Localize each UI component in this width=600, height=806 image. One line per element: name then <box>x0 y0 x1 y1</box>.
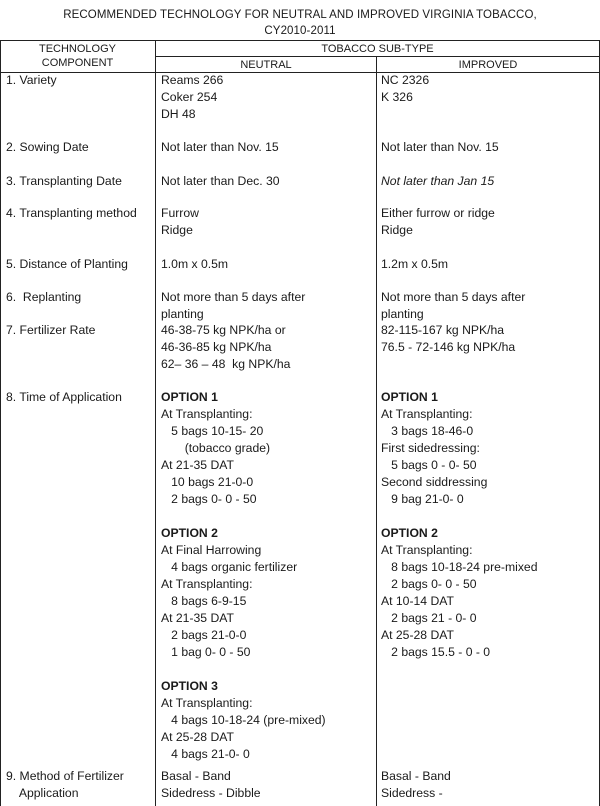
column-divider-2 <box>376 56 377 806</box>
improved-cell-line: At 10-14 DAT <box>381 594 454 608</box>
neutral-cell-line: 2 bags 0- 0 - 50 <box>161 492 257 506</box>
improved-cell-line: 2 bags 15.5 - 0 - 0 <box>381 645 491 659</box>
improved-cell-line: Basal - Band <box>381 769 451 783</box>
header-bottom-border <box>0 72 600 73</box>
neutral-cell-line: Not more than 5 days after <box>161 290 306 304</box>
improved-cell-line: 82-115-167 kg NPK/ha <box>381 323 505 337</box>
header-improved: IMPROVED <box>458 59 518 71</box>
neutral-cell-line: Coker 254 <box>161 90 218 104</box>
header-neutral: NEUTRAL <box>240 59 292 71</box>
improved-cell-line: K 326 <box>381 90 413 104</box>
neutral-cell-line: 62– 36 – 48 kg NPK/ha <box>161 357 291 371</box>
neutral-cell-line: At Transplanting: <box>161 407 253 421</box>
improved-cell-line: OPTION 1 <box>381 390 438 404</box>
neutral-cell-line: At 21-35 DAT <box>161 458 234 472</box>
improved-cell-line: At Transplanting: <box>381 543 473 557</box>
neutral-cell-line: 4 bags 21-0- 0 <box>161 747 250 761</box>
row-label: 3. Transplanting Date <box>6 174 122 188</box>
neutral-cell-line: At 21-35 DAT <box>161 611 234 625</box>
header-component-line: COMPONENT <box>41 57 114 69</box>
neutral-cell-line: Not later than Nov. 15 <box>161 140 279 154</box>
neutral-cell-line: OPTION 2 <box>161 526 218 540</box>
row-label: 1. Variety <box>6 73 57 87</box>
improved-cell-line: 9 bag 21-0- 0 <box>381 492 464 506</box>
neutral-cell-line: At Final Harrowing <box>161 543 262 557</box>
table-left-border <box>0 40 1 806</box>
improved-cell-line: 76.5 - 72-146 kg NPK/ha <box>381 340 516 354</box>
neutral-cell-line: 4 bags organic fertilizer <box>161 560 298 574</box>
improved-cell-line: 3 bags 18-46-0 <box>381 424 474 438</box>
improved-cell-line: Not later than Nov. 15 <box>381 140 499 154</box>
neutral-cell-line: Basal - Band <box>161 769 231 783</box>
row-label: 2. Sowing Date <box>6 140 89 154</box>
neutral-cell-line: 8 bags 6-9-15 <box>161 594 247 608</box>
improved-cell-line: planting <box>381 307 424 321</box>
header-technology-component <box>0 42 155 70</box>
neutral-cell-line: DH 48 <box>161 107 196 121</box>
neutral-cell-line: At 25-28 DAT <box>161 730 234 744</box>
neutral-cell-line: Sidedress - Dibble <box>161 786 261 800</box>
header-tobacco-subtype: TOBACCO SUB-TYPE <box>321 43 434 55</box>
improved-cell-line: Not more than 5 days after <box>381 290 526 304</box>
neutral-cell-line: 1 bag 0- 0 - 50 <box>161 645 251 659</box>
row-label: 7. Fertilizer Rate <box>6 323 96 337</box>
improved-cell-line: 1.2m x 0.5m <box>381 257 449 271</box>
neutral-cell-line: 46-36-85 kg NPK/ha <box>161 340 272 354</box>
row-label: 8. Time of Application <box>6 390 122 404</box>
column-divider-1 <box>155 40 156 806</box>
neutral-cell-line: (tobacco grade) <box>161 441 271 455</box>
improved-cell-line: OPTION 2 <box>381 526 438 540</box>
improved-cell-line: At 25-28 DAT <box>381 628 454 642</box>
neutral-cell-line: At Transplanting: <box>161 577 253 591</box>
neutral-cell-line: 4 bags 10-18-24 (pre-mixed) <box>161 713 326 727</box>
improved-cell-line: At Transplanting: <box>381 407 473 421</box>
row-label: 4. Transplanting method <box>6 206 137 220</box>
row-label: Application <box>6 786 79 800</box>
row-label: 6. Replanting <box>6 290 82 304</box>
table-top-border <box>0 40 600 41</box>
improved-cell-line: Ridge <box>381 223 413 237</box>
improved-cell-line: Not later than Jan 15 <box>381 174 495 188</box>
neutral-cell-line: 10 bags 21-0-0 <box>161 475 254 489</box>
header-technology-line: TECHNOLOGY <box>38 43 116 55</box>
improved-cell-line: First sidedressing: <box>381 441 480 455</box>
neutral-cell-line: 1.0m x 0.5m <box>161 257 229 271</box>
improved-cell-line: 5 bags 0 - 0- 50 <box>381 458 477 472</box>
neutral-cell-line: OPTION 1 <box>161 390 218 404</box>
neutral-cell-line: Ridge <box>161 223 193 237</box>
improved-cell-line: Either furrow or ridge <box>381 206 495 220</box>
subtype-divider <box>155 56 600 57</box>
neutral-cell-line: 2 bags 21-0-0 <box>161 628 247 642</box>
improved-cell-line: 8 bags 10-18-24 pre-mixed <box>381 560 538 574</box>
improved-cell-line: 2 bags 21 - 0- 0 <box>381 611 477 625</box>
neutral-cell-line: planting <box>161 307 204 321</box>
neutral-cell-line: Reams 266 <box>161 73 224 87</box>
neutral-cell-line: Furrow <box>161 206 199 220</box>
neutral-cell-line: 46-38-75 kg NPK/ha or <box>161 323 286 337</box>
neutral-cell-line: At Transplanting: <box>161 696 253 710</box>
row-label: 9. Method of Fertilizer <box>6 769 124 783</box>
row-label: 5. Distance of Planting <box>6 257 128 271</box>
improved-cell-line: 2 bags 0- 0 - 50 <box>381 577 477 591</box>
document-subtitle: CY2010-2011 <box>264 25 336 37</box>
document-title: RECOMMENDED TECHNOLOGY FOR NEUTRAL AND IMPROVED VIRGINIA TOBACCO, <box>63 9 537 21</box>
improved-cell-line: Second siddressing <box>381 475 488 489</box>
neutral-cell-line: 5 bags 10-15- 20 <box>161 424 264 438</box>
improved-cell-line: NC 2326 <box>381 73 430 87</box>
neutral-cell-line: Not later than Dec. 30 <box>161 174 280 188</box>
neutral-cell-line: OPTION 3 <box>161 679 218 693</box>
improved-cell-line: Sidedress - <box>381 786 443 800</box>
